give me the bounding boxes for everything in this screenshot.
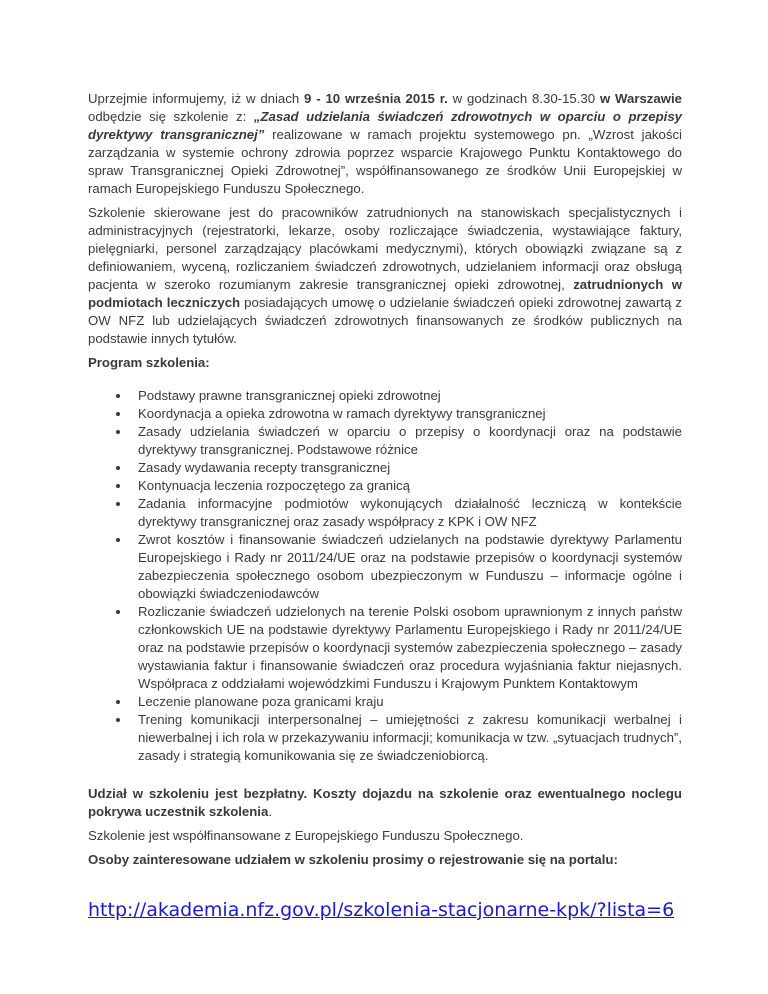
list-item-text: Leczenie planowane poza granicami kraju <box>138 694 384 709</box>
list-item-text: Kontynuacja leczenia rozpoczętego za granicą <box>138 478 410 493</box>
list-item <box>88 459 682 477</box>
bullet-icon <box>116 538 120 542</box>
list-item <box>88 711 682 765</box>
bullet-icon <box>116 610 120 614</box>
list-item <box>88 693 682 711</box>
list-item-text: Zwrot kosztów i finansowanie świadczeń udzielanych na podstawie dyrektywy Parlamentu Europejskiego i Rady nr 2011/24/UE oraz na podstawie przepisów o koordynacji systemów zabezpieczenia społecznego osobom ubezpieczonym w Funduszu – informacje ogólne i obowiązki świadczeniodawców <box>138 532 682 601</box>
list-item-text: Podstawy prawne transgranicznej opieki zdrowotnej <box>138 388 441 403</box>
list-item <box>88 495 682 531</box>
list-item <box>88 405 682 423</box>
list-item <box>88 531 682 603</box>
training-title: „Zasad udzielania świadczeń zdrowotnych w oparciu o przepisy dyrektywy transgranicznej” <box>88 109 682 142</box>
list-item <box>88 603 682 693</box>
list-item-text: Koordynacja a opieka zdrowotna w ramach dyrektywy transgranicznej <box>138 406 546 421</box>
audience-paragraph <box>88 204 682 348</box>
document-page <box>88 90 682 922</box>
list-item-text: Zasady udzielania świadczeń w oparciu o przepisy o koordynacji oraz na podstawie dyrektywy transgranicznej. Podstawowe różnice <box>138 424 682 457</box>
cofinanced-paragraph: Szkolenie jest współfinansowane z Europejskiego Funduszu Społecznego. <box>88 828 524 843</box>
bullet-icon <box>116 718 120 722</box>
bullet-icon <box>116 394 120 398</box>
intro-text-1: Uprzejmie informujemy, iż w dniach <box>88 91 305 106</box>
audience-text-2: posiadających umowę o udzielanie świadczeń opieki zdrowotnej zawartą z OW NFZ lub udzielających świadczeń zdrowotnych finansowanych ze środków publicznych na podstawie innych tytułów. <box>88 295 682 346</box>
list-item <box>88 423 682 459</box>
list-item-text: Trening komunikacji interpersonalnej – umiejętności z zakresu komunikacji werbalnej i niewerbalnej i ich rola w przekazywaniu informacji; komunikacja w tzw. „sytuacjach trudnych”, zasady i strategią komunikowania się ze świadczeniobiorcą. <box>138 712 682 763</box>
intro-paragraph <box>88 90 682 198</box>
bullet-icon <box>116 466 120 470</box>
bullet-icon <box>116 484 120 488</box>
bullet-icon <box>116 502 120 506</box>
audience-text-1: Szkolenie skierowane jest do pracowników zatrudnionych na stanowiskach specjalistycznych i administracyjnych (rejestratorki, lekarze, osoby rozliczające świadczenia, wystawiające faktury, pielęgniarki, personel zarządzający placówkami medycznymi), których obowiązki związane są z definiowaniem, wyceną, rozliczaniem świadczeń zdrowotnych, udzielaniem informacji oraz obsługą pacjenta w szeroko rozumianym zakresie transgranicznej opieki zdrowotnej, <box>88 205 682 292</box>
list-item-text: Zadania informacyjne podmiotów wykonujących działalność leczniczą w kontekście dyrektywy transgranicznej oraz zasady współpracy z KPK i OW NFZ <box>138 496 682 529</box>
intro-text-3: odbędzie się szkolenie z: <box>88 109 254 124</box>
list-item <box>88 387 682 405</box>
registration-link[interactable]: http://akademia.nfz.gov.pl/szkolenia-stacjonarne-kpk/?lista=6 <box>88 899 675 921</box>
audience-employed: zatrudnionych w podmiotach leczniczych <box>88 277 682 310</box>
intro-text-2: w godzinach 8.30-15.30 <box>447 91 600 106</box>
training-dates: 9 - 10 września 2015 r. <box>304 91 448 106</box>
list-item <box>88 477 682 495</box>
participation-tail: . <box>268 804 272 819</box>
bullet-icon <box>116 412 120 416</box>
list-item-text: Rozliczanie świadczeń udzielonych na terenie Polski osobom uprawnionym z innych państw członkowskich UE na podstawie dyrektywy Parlamentu Europejskiego i Rady nr 2011/24/UE oraz na podstawie przepisów o koordynacji systemów zabezpieczenia społecznego – zasady wystawiania faktur i finansowanie świadczeń oraz procedura wyjaśniania faktur niejasnych. Współpraca z oddziałami wojewódzkimi Funduszu i Krajowym Punktem Kontaktowym <box>138 604 682 691</box>
program-heading: Program szkolenia: <box>88 355 210 370</box>
bullet-icon <box>116 430 120 434</box>
participation-paragraph <box>88 785 682 821</box>
list-item-text: Zasady wydawania recepty transgranicznej <box>138 460 391 475</box>
program-list <box>88 387 682 765</box>
bullet-icon <box>116 700 120 704</box>
participation-bold: Udział w szkoleniu jest bezpłatny. Koszty dojazdu na szkolenie oraz ewentualnego noclegu pokrywa uczestnik szkolenia <box>88 786 682 819</box>
register-paragraph: Osoby zainteresowane udziałem w szkoleniu prosimy o rejestrowanie się na portalu: <box>88 852 618 867</box>
training-city: w Warszawie <box>599 91 682 106</box>
intro-text-4: realizowane w ramach projektu systemowego pn. „Wzrost jakości zarządzania w systemie ochrony zdrowia poprzez wsparcie Krajowego Punktu Kontaktowego do spraw Transgranicznej Opieki Zdrowotnej”, współfinansowanego ze środków Unii Europejskiej w ramach Europejskiego Funduszu Społecznego. <box>88 127 682 196</box>
